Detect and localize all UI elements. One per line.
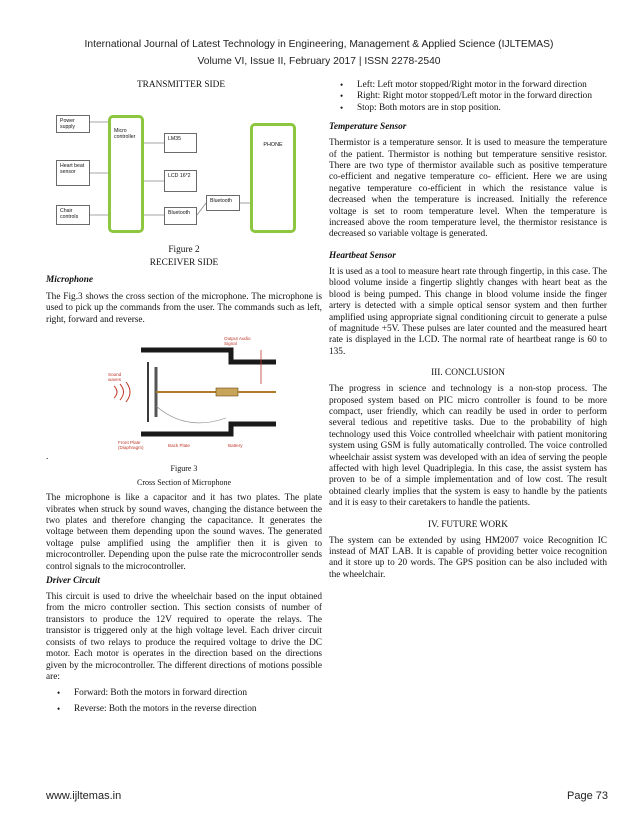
list-item: • Reverse: Both the motors in the reverse direction bbox=[46, 704, 322, 715]
figure-2-caption: Figure 2 bbox=[168, 245, 200, 255]
left-column bbox=[46, 80, 322, 715]
microphone-heading: Microphone bbox=[46, 275, 94, 285]
heartbeat-sensor-paragraph: It is used as a tool to measure heart rate through fingertip, in this case. The blood volume inside a fingertip slightly changes with heart beat as the blood is being pumped. This change in blood volume inside the finger artery is detected with a simple optical sensor system and then further amplified using appropriate signal conditioning circuit to generate a pulse of magnitude +5V. These pulses are later counted and the measured heart rate is displayed in the LCD. The normal rate of heartbeat range is 60 to 135. bbox=[329, 266, 607, 357]
bluetooth-rx-block bbox=[206, 195, 240, 211]
battery-label: Battery bbox=[228, 443, 243, 449]
list-item: • Right: Right motor stopped/Left motor in the forward direction bbox=[329, 91, 607, 102]
journal-title: International Journal of Latest Technology in Engineering, Management & Applied Science (IJLTEMAS) bbox=[84, 39, 554, 50]
lm35-label: LM35 bbox=[168, 136, 181, 142]
bluetooth-tx-label: Bluetooth bbox=[168, 210, 190, 216]
phone-label: PHONE bbox=[263, 142, 283, 148]
chair-controls-block bbox=[56, 205, 90, 225]
temperature-sensor-heading: Temperature Sensor bbox=[329, 122, 407, 133]
transmitter-title: TRANSMITTER SIDE bbox=[136, 80, 226, 90]
footer-page-number: Page 73 bbox=[567, 790, 608, 802]
left-bullet-list bbox=[46, 688, 322, 715]
figure-2-block-diagram bbox=[46, 115, 322, 241]
bluetooth-rx-label: Bluetooth bbox=[210, 198, 232, 204]
receiver-title: RECEIVER SIDE bbox=[149, 258, 219, 268]
conclusion-paragraph: The progress in science and technology is a non-stop process. The proposed system based on PIC micro controller is found to be more compact, user friendly, which can readily be used in order to perform several tedious and repetitive tasks. Due to the probability of high technology used this Voice controlled wheelchair with patient monitoring system using GSM is fully automatically controlled. The voice controlled wheelchair assist system was developed with an idea of serving the people affected with high level Quadriplegia. In this case, the assist system has proven to be of a simple implementation and of low cost. The result obtained clearly implies that the system is easy to handle by the patients and it is easy to their caretakers to handle the patients. bbox=[329, 384, 607, 509]
bluetooth-tx-block bbox=[164, 207, 197, 225]
temperature-sensor-paragraph: Thermistor is a temperature sensor. It is used to measure the temperature of the patient. Thermistor is nothing but temperature sensitive resistor. There are two type of thermistor available such as positive temperature co-efficient and negative temperature co- efficient. Here we are using negative temperature co-efficient in which the resistance value is decreased when the temperature is increased. Initially the reference voltage is set to room temperature level. When the temperature is increased above the room temperature level, the thermistor resistance is decreased so variable voltage is generated. bbox=[329, 138, 607, 240]
future-work-heading: IV. FUTURE WORK bbox=[428, 519, 508, 530]
power-supply-block bbox=[56, 115, 90, 133]
figure-3-subcaption: Cross Section of Microphone bbox=[137, 478, 231, 488]
driver-circuit-paragraph: This circuit is used to drive the wheelchair based on the input obtained from the micro controller section. This section consists of number of transistors to produce the 12V required to operate the relays. The transistor is triggered only at the high voltage level. Each driver circuit consists of two relays to produce the required voltage to drive the DC motor. Each motor is operates in the direction based on the directions given by the microcontroller. The different directions of motions possible are: bbox=[46, 592, 322, 682]
list-item: • Left: Left motor stopped/Right motor in the forward direction bbox=[329, 80, 607, 91]
heart-beat-label: Heart beat sensor bbox=[60, 163, 85, 175]
future-work-paragraph: The system can be extended by using HM2007 voice Recognition IC instead of MAT LAB. It is capable of providing better voice recognition and it store up to 20 words. The GPS position can be also included with the wheelchair. bbox=[329, 535, 607, 580]
stray-dot: . bbox=[46, 452, 49, 463]
lcd-label: LCD 16*2 bbox=[168, 173, 191, 179]
microphone-paragraph-1: The Fig.3 shows the cross section of the microphone. The microphone is used to pick up the commands from the user. The commands such as left, right, forward and reverse. bbox=[46, 292, 322, 325]
microphone-paragraph-2: The microphone is like a capacitor and it has two plates. The plate vibrates when struck by sound waves, changing the distance between the two plates and therefore changing the capacitance. It generates the voltage between them depending upon the sound waves. The generated voltage pulse amplified using the amplifier then it is given to microcontroller. Depending upon the pulse rate the microcontroller sends control signals to the microcontroller. bbox=[46, 493, 322, 572]
list-item: • Forward: Both the motors in forward direction bbox=[46, 688, 322, 699]
conclusion-heading: III. CONCLUSION bbox=[431, 368, 505, 379]
output-signal-label: Output Audio Signal bbox=[224, 336, 251, 347]
figure-3-microphone-cross-section bbox=[46, 332, 322, 463]
sound-waves-label: Sound waves bbox=[108, 372, 122, 383]
power-supply-label: Power supply bbox=[60, 118, 75, 130]
micro-controller-block bbox=[108, 115, 144, 233]
lm35-block bbox=[164, 133, 197, 153]
front-plate-label: Front Plate (Diaphragm) bbox=[118, 440, 144, 451]
micro-controller-label: Micro controller bbox=[114, 128, 136, 140]
figure-3-caption: Figure 3 bbox=[170, 464, 198, 474]
lcd-block bbox=[164, 170, 197, 192]
heart-beat-block bbox=[56, 160, 90, 186]
list-item: • Stop: Both motors are in stop position. bbox=[329, 103, 607, 114]
back-plate-label: Back Plate bbox=[168, 443, 190, 449]
footer-website: www.ijltemas.in bbox=[46, 790, 122, 802]
right-bullet-list bbox=[329, 80, 607, 114]
right-column bbox=[329, 80, 607, 581]
journal-issue: Volume VI, Issue II, February 2017 | ISSN 2278-2540 bbox=[197, 56, 441, 67]
driver-circuit-heading: Driver Circuit bbox=[46, 576, 100, 587]
phone-block bbox=[250, 123, 296, 233]
chair-controls-label: Chair controls bbox=[60, 208, 79, 220]
heartbeat-sensor-heading: Heartbeat Sensor bbox=[329, 250, 396, 261]
